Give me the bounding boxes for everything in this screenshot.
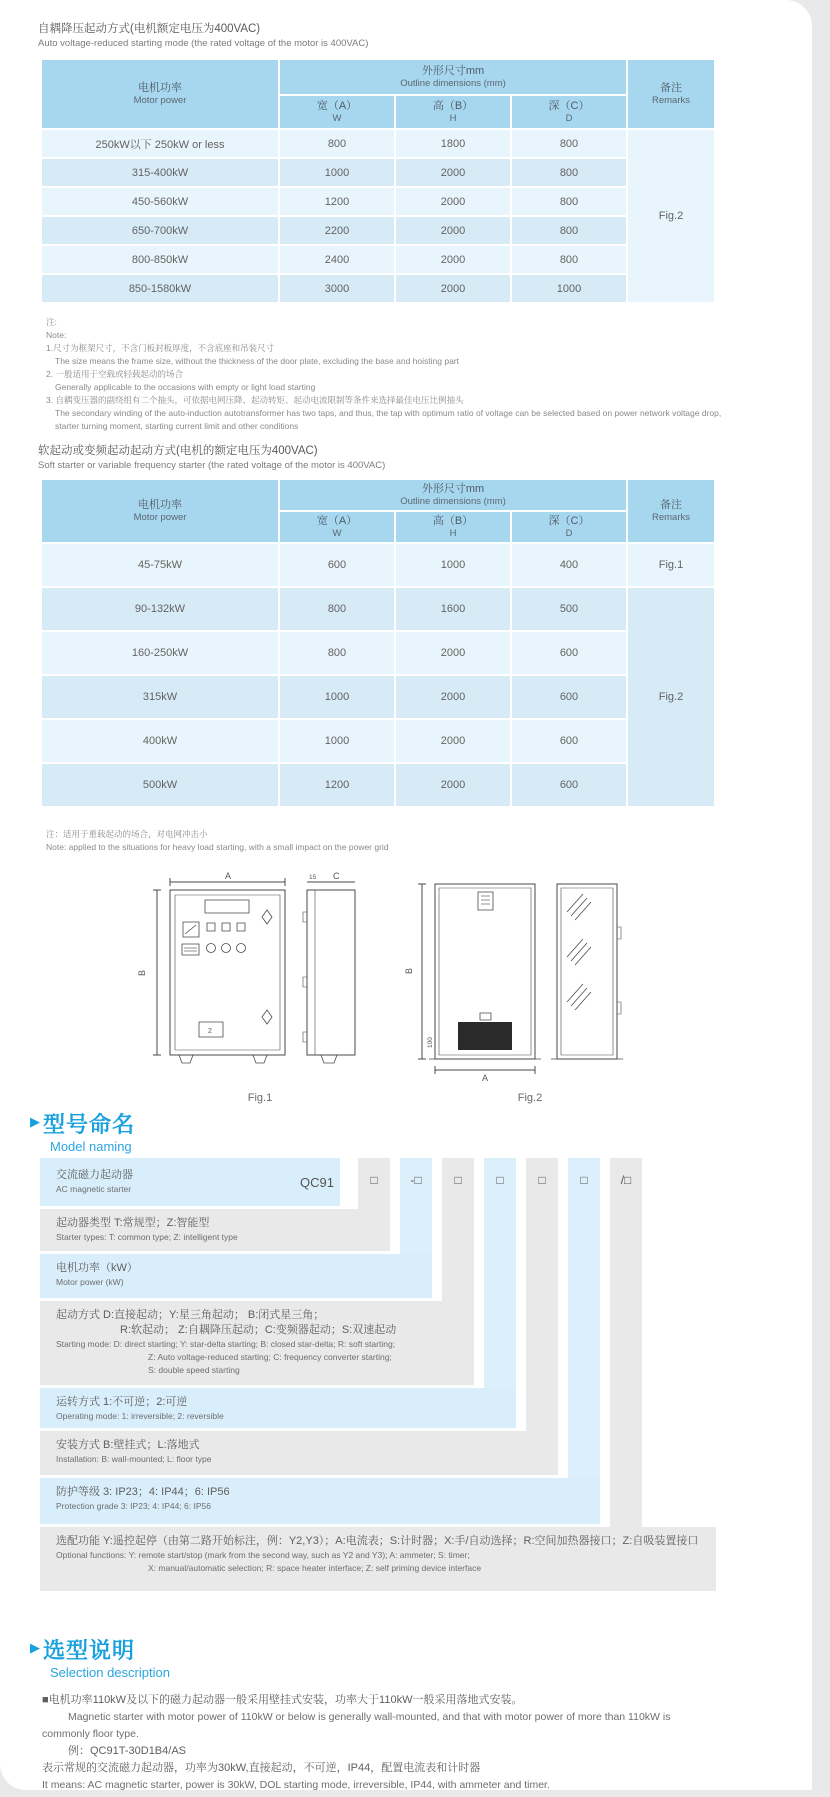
soft-starter-dimensions-table <box>40 478 716 808</box>
naming-row-starter-type: 起动器类型 T:常规型；Z:智能型 Starter types: T: common type; Z: intelligent type <box>40 1209 390 1251</box>
depth-cell: 600 <box>512 764 626 806</box>
selection-para-zh: ■电机功率110kW及以下的磁力起动器一般采用壁挂式安装，功率大于110kW一般采用落地式安装。 <box>42 1694 523 1706</box>
height-cell: 1600 <box>396 588 510 630</box>
table-row <box>42 588 714 630</box>
note-label-en: Note: <box>46 330 67 340</box>
header-dims-zh: 外形尺寸mm <box>421 65 485 77</box>
section-arrow-icon: ▶ <box>30 1114 40 1129</box>
depth-cell: 600 <box>512 720 626 762</box>
fig1-dim-15-label: 15 <box>309 874 317 881</box>
naming-row-optional-functions: 选配功能 Y:遥控起停（由第二路开始标注，例：Y2,Y3）；A:电流表；S:计时器；X:手/自动选择；R:空间加热器接口；Z:自吸装置接口 Optional functions: Y: remote start/stop (mark from the second way, such as Y2 and Y3); A: ammeter; S: timer; X: manual/automatic selection; R: space heater interface; Z: self priming device interface <box>40 1527 716 1591</box>
note-line: 1.尺寸为框架尺寸，不含门板封板厚度，不含底座和吊装尺寸 <box>46 343 275 353</box>
table-row <box>42 632 714 674</box>
selection-example-zh: 表示常规的交流磁力起动器，功率为30kW,直接起动，不可逆，IP44，配置电流表和计时器 <box>42 1762 481 1774</box>
depth-cell: 800 <box>512 130 626 157</box>
table-row <box>42 764 714 806</box>
depth-cell: 500 <box>512 588 626 630</box>
auto-voltage-dimensions-table <box>40 58 716 304</box>
motor-power-cell: 650-700kW <box>42 217 278 244</box>
table-row <box>42 544 714 586</box>
table-row <box>42 188 714 215</box>
note-line: 3. 自耦变压器的副绕组有二个抽头，可依据电网压降、起动转矩、起动电流限制等条件来选择最佳电压比例抽头 <box>46 395 464 405</box>
header-remarks <box>628 60 714 128</box>
table1-notes <box>46 316 721 433</box>
model-naming-heading <box>30 1108 135 1155</box>
naming-row-installation: 安装方式 B:壁挂式；L:落地式 Installation: B: wall-mounted; L: floor type <box>40 1431 558 1475</box>
header-motor-power <box>42 60 278 128</box>
fig2-front-view <box>418 884 541 1074</box>
note-line: The secondary winding of the auto-induction autotransformer has two taps, and thus, the tap with optimum ratio of voltage can be selected based on power network voltage drop, <box>55 408 722 418</box>
model-code: QC91 <box>300 1174 334 1190</box>
section-arrow-icon: ▶ <box>30 1640 40 1655</box>
table-row <box>42 246 714 273</box>
section2-title-zh: 软起动或变频起动起动方式(电机的额定电压为400VAC) <box>38 445 318 457</box>
header-width: 宽（A） W <box>280 512 394 542</box>
fig1-front-view <box>153 878 285 1063</box>
selection-heading <box>30 1634 170 1681</box>
note-line: starter turning moment, starting current limit and other conditions <box>55 421 299 431</box>
selection-body <box>42 1692 702 1790</box>
naming-row-operating-mode: 运转方式 1:不可逆；2:可逆 Operating mode: 1: irreversible; 2: reversible <box>40 1388 516 1428</box>
header-motor-power: 电机功率 Motor power <box>42 480 278 542</box>
section1-title-zh: 自耦降压起动方式(电机额定电压为400VAC) <box>38 23 261 35</box>
height-cell: 2000 <box>396 246 510 273</box>
remark-cell: Fig.1 <box>628 544 714 586</box>
header-outline-dimensions <box>280 60 626 94</box>
code-box: □ <box>538 1173 546 1187</box>
width-cell: 2400 <box>280 246 394 273</box>
motor-power-cell: 250kW以下 250kW or less <box>42 130 278 157</box>
note-en: Note: applied to the situations for heavy load starting, with a small impact on the power grid <box>46 842 389 852</box>
height-cell: 2000 <box>396 217 510 244</box>
header-remarks: 备注 Remarks <box>628 480 714 542</box>
width-cell: 1200 <box>280 188 394 215</box>
width-cell: 1200 <box>280 764 394 806</box>
header-motor-power-en: Motor power <box>133 95 187 106</box>
motor-power-cell: 315-400kW <box>42 159 278 186</box>
height-cell: 2000 <box>396 764 510 806</box>
note-line: 2. 一般适用于空载或轻载起动的场合 <box>46 369 183 379</box>
section1-title <box>38 22 368 50</box>
fig2-dim-a-label: A <box>482 1073 489 1083</box>
motor-power-cell: 400kW <box>42 720 278 762</box>
depth-cell: 600 <box>512 676 626 718</box>
code-box: □ <box>496 1173 504 1187</box>
header-height: 高（B） H <box>396 96 510 128</box>
width-cell: 800 <box>280 130 394 157</box>
motor-power-cell: 160-250kW <box>42 632 278 674</box>
note-label-zh: 注: <box>46 317 57 327</box>
section2-title <box>38 444 385 472</box>
height-cell: 1800 <box>396 130 510 157</box>
motor-power-cell: 45-75kW <box>42 544 278 586</box>
base-label-en: AC magnetic starter <box>56 1184 132 1194</box>
table-row <box>42 275 714 302</box>
fig1-side-view <box>303 882 355 1063</box>
naming-row-starting-mode: 起动方式 D:直接起动；Y:星三角起动； B:闭式星三角； R:软起动； Z:自耦降压起动；C:变频器起动；S:双速起动 Starting mode: D: direct starting; Y: star-delta starting; B: closed star-delta; R: soft starting; Z: Auto voltage-reduced starting; C: frequency converter starting; S: double speed starting <box>40 1301 474 1385</box>
fig1-caption: Fig.1 <box>247 1092 273 1104</box>
depth-cell: 800 <box>512 188 626 215</box>
fig2-side-view <box>551 884 623 1059</box>
width-cell: 1000 <box>280 676 394 718</box>
header-motor-power-zh: 电机功率 <box>138 82 182 94</box>
code-box: □ <box>370 1173 378 1187</box>
height-cell: 2000 <box>396 676 510 718</box>
table-row <box>42 217 714 244</box>
fig2-caption: Fig.2 <box>517 1092 543 1104</box>
model-naming-table <box>40 1158 716 1594</box>
outline-drawings <box>95 872 695 1084</box>
fig1-dim-c-label: C <box>333 872 340 881</box>
motor-power-cell: 450-560kW <box>42 188 278 215</box>
table-row <box>42 720 714 762</box>
section1-title-en: Auto voltage-reduced starting mode (the rated voltage of the motor is 400VAC) <box>38 38 369 49</box>
height-cell: 2000 <box>396 275 510 302</box>
width-cell: 800 <box>280 588 394 630</box>
motor-power-cell: 90-132kW <box>42 588 278 630</box>
table-row <box>42 676 714 718</box>
depth-cell: 800 <box>512 217 626 244</box>
height-cell: 2000 <box>396 159 510 186</box>
note-zh: 注：适用于重载起动的场合，对电网冲击小 <box>46 829 208 839</box>
remark-cell: Fig.2 <box>628 588 714 806</box>
motor-power-cell: 500kW <box>42 764 278 806</box>
width-cell: 1000 <box>280 159 394 186</box>
header-width: 宽（A） W <box>280 96 394 128</box>
depth-cell: 800 <box>512 159 626 186</box>
header-height: 高（B） H <box>396 512 510 542</box>
width-cell: 2200 <box>280 217 394 244</box>
model-naming-heading-en: Model naming <box>50 1139 132 1154</box>
base-label-zh: 交流磁力起动器 <box>56 1169 133 1181</box>
header-depth: 深（C） D <box>512 96 626 128</box>
height-cell: 1000 <box>396 544 510 586</box>
selection-heading-zh: 选型说明 <box>43 1638 136 1663</box>
selection-example-en: It means: AC magnetic starter, power is 30kW, DOL starting mode, irreversible, IP44, with ammeter and timer. <box>42 1779 550 1790</box>
header-dims-en: Outline dimensions (mm) <box>400 78 506 89</box>
section2-title-en: Soft starter or variable frequency starter (the rated voltage of the motor is 400VAC) <box>38 460 386 471</box>
motor-power-cell: 800-850kW <box>42 246 278 273</box>
fig1-panel-box-label: 2 <box>208 1028 212 1035</box>
selection-heading-en: Selection description <box>50 1665 170 1680</box>
header-depth: 深（C） D <box>512 512 626 542</box>
width-cell: 1000 <box>280 720 394 762</box>
note-line: The size means the frame size, without the thickness of the door plate, excluding the base and hoisting part <box>55 356 459 366</box>
table-row <box>42 159 714 186</box>
motor-power-cell: 315kW <box>42 676 278 718</box>
fig1-dim-a-label: A <box>225 872 232 881</box>
selection-para-en: Magnetic starter with motor power of 110kW or below is generally wall-mounted, and that with motor power of more than 110kW is commonly floor type. <box>42 1711 671 1740</box>
code-box: -□ <box>410 1173 422 1187</box>
depth-cell: 600 <box>512 632 626 674</box>
height-cell: 2000 <box>396 720 510 762</box>
model-code-boxes <box>40 1173 716 1193</box>
fig2-dim-100-label: 100 <box>427 1037 434 1048</box>
motor-power-cell: 850-1580kW <box>42 275 278 302</box>
header-remarks-en: Remarks <box>651 95 690 106</box>
code-box: □ <box>580 1173 588 1187</box>
header-outline-dimensions: 外形尺寸mm Outline dimensions (mm) <box>280 480 626 510</box>
code-box: □ <box>454 1173 462 1187</box>
model-naming-heading-zh: 型号命名 <box>43 1112 136 1137</box>
header-remarks-zh: 备注 <box>660 82 682 94</box>
width-cell: 600 <box>280 544 394 586</box>
height-cell: 2000 <box>396 188 510 215</box>
selection-example: 例：QC91T-30D1B4/AS <box>68 1745 186 1757</box>
naming-row-protection-grade: 防护等级 3: IP23；4: IP44；6: IP56 Protection grade 3: IP23; 4: IP44; 6: IP56 <box>40 1478 600 1524</box>
note-line: Generally applicable to the occasions with empty or light load starting <box>55 382 316 392</box>
naming-row-motor-power: 电机功率（kW） Motor power (kW) <box>40 1254 432 1298</box>
width-cell: 800 <box>280 632 394 674</box>
fig2-dim-b-label: B <box>404 967 414 974</box>
depth-cell: 800 <box>512 246 626 273</box>
height-cell: 2000 <box>396 632 510 674</box>
fig1-dim-b-label: B <box>137 969 147 976</box>
width-cell: 3000 <box>280 275 394 302</box>
table-row <box>42 130 714 157</box>
depth-cell: 400 <box>512 544 626 586</box>
depth-cell: 1000 <box>512 275 626 302</box>
code-box: /□ <box>620 1173 632 1187</box>
table2-note <box>46 828 389 854</box>
remark-cell: Fig.2 <box>628 130 714 302</box>
